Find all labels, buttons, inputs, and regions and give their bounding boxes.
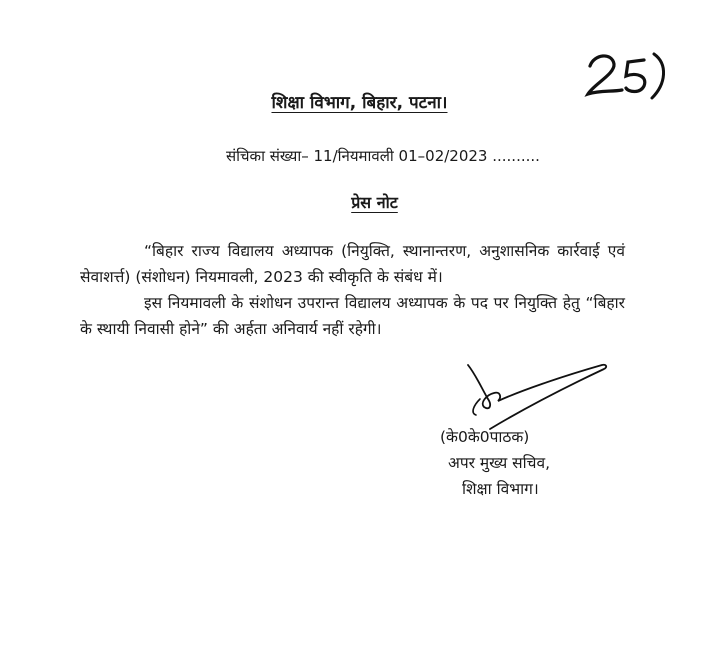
signatory-name: (के0के0पाठक) — [440, 428, 530, 446]
file-reference-number: संचिका संख्या– 11/नियमावली 01–02/2023 .......... — [226, 147, 540, 165]
signatory-block — [440, 424, 550, 502]
paragraph-subject: “बिहार राज्य विद्यालय अध्यापक (नियुक्ति, स्थानान्तरण, अनुशासनिक कार्रवाई एवं सेवाशर्त्त) (संशोधन) नियमावली, 2023 की स्वीकृति के संबंध में। — [80, 242, 625, 286]
department-header: शिक्षा विभाग, बिहार, पटना। — [271, 93, 448, 113]
document-title: प्रेस नोट — [351, 193, 398, 212]
signatory-designation: अपर मुख्य सचिव, — [448, 454, 551, 472]
document-body — [80, 238, 625, 342]
paragraph-content: इस नियमावली के संशोधन उपरान्त विद्यालय अध्यापक के पद पर नियुक्ति हेतु “बिहार के स्थायी निवासी होने” की अर्हता अनिवार्य नहीं रहेगी। — [80, 294, 625, 338]
signatory-department: शिक्षा विभाग। — [462, 480, 539, 498]
